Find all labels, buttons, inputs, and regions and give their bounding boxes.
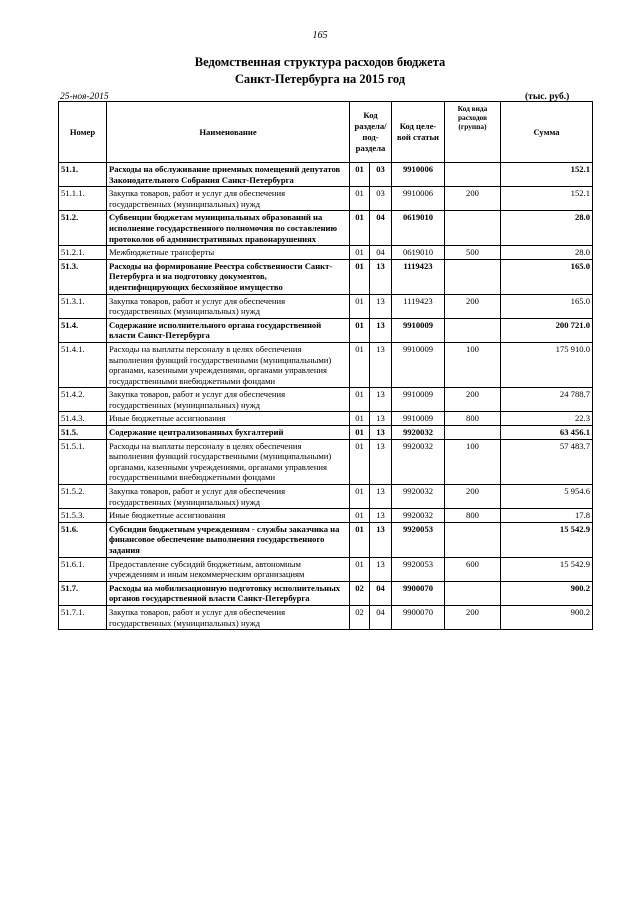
- row-expense-type: 200: [445, 388, 501, 412]
- row-section: 01: [350, 426, 370, 440]
- row-name: Расходы на формирование Реестра собственности Санкт-Петербурга и на подготовку документов, идентифицирующих бесхозяйное имущество: [107, 259, 350, 294]
- row-number: 51.4.1.: [59, 342, 107, 387]
- row-name: Содержание исполнительного органа государственной власти Санкт-Петербурга: [107, 318, 350, 342]
- row-name: Межбюджетные трансферты: [107, 246, 350, 260]
- row-section: 01: [350, 163, 370, 187]
- row-section: 01: [350, 211, 370, 246]
- row-subsection: 13: [370, 509, 392, 523]
- row-target-code: 9920032: [392, 439, 445, 484]
- row-name: Иные бюджетные ассигнования: [107, 509, 350, 523]
- row-name: Субвенции бюджетам муниципальных образований на исполнение государственного полномочия по составлению протоколов об административных правонарушениях: [107, 211, 350, 246]
- table-row: [59, 412, 593, 426]
- row-section: 01: [350, 259, 370, 294]
- row-number: 51.7.1.: [59, 605, 107, 629]
- row-target-code: 0619010: [392, 246, 445, 260]
- row-number: 51.5.: [59, 426, 107, 440]
- table-row: [59, 485, 593, 509]
- row-section: 01: [350, 388, 370, 412]
- table-row: [59, 439, 593, 484]
- title-line-1: Ведомственная структура расходов бюджета: [194, 55, 446, 69]
- row-number: 51.3.: [59, 259, 107, 294]
- table-row: [59, 318, 593, 342]
- row-expense-type: 800: [445, 412, 501, 426]
- row-subsection: 03: [370, 187, 392, 211]
- header-sum: Сумма: [501, 102, 593, 163]
- row-subsection: 13: [370, 388, 392, 412]
- row-name: Субсидии бюджетным учреждениям - службы заказчика на финансовое обеспечение выполнения государственного задания: [107, 522, 350, 557]
- row-number: 51.1.: [59, 163, 107, 187]
- row-target-code: 9920032: [392, 509, 445, 523]
- row-sum: 200 721.0: [501, 318, 593, 342]
- row-section: 01: [350, 557, 370, 581]
- row-section: 01: [350, 294, 370, 318]
- page-number: 165: [312, 30, 328, 41]
- row-sum: 17.8: [501, 509, 593, 523]
- row-target-code: 9920053: [392, 522, 445, 557]
- row-number: 51.2.1.: [59, 246, 107, 260]
- row-target-code: 9910006: [392, 187, 445, 211]
- row-target-code: 9910009: [392, 412, 445, 426]
- row-subsection: 13: [370, 294, 392, 318]
- row-sum: 152.1: [501, 187, 593, 211]
- table-body: [59, 163, 593, 630]
- document-date: 25-ноя-2015: [60, 92, 109, 102]
- row-name: Содержание централизованных бухгалтерий: [107, 426, 350, 440]
- row-target-code: 9910009: [392, 318, 445, 342]
- row-section: 02: [350, 605, 370, 629]
- row-subsection: 13: [370, 318, 392, 342]
- row-sum: 900.2: [501, 581, 593, 605]
- row-sum: 152.1: [501, 163, 593, 187]
- row-number: 51.5.2.: [59, 485, 107, 509]
- row-number: 51.6.: [59, 522, 107, 557]
- row-expense-type: 200: [445, 294, 501, 318]
- row-expense-type: [445, 581, 501, 605]
- row-sum: 24 788.7: [501, 388, 593, 412]
- row-expense-type: 600: [445, 557, 501, 581]
- table-row: [59, 605, 593, 629]
- row-sum: 5 954.6: [501, 485, 593, 509]
- row-sum: 15 542.9: [501, 522, 593, 557]
- row-expense-type: [445, 211, 501, 246]
- row-subsection: 13: [370, 259, 392, 294]
- row-expense-type: 500: [445, 246, 501, 260]
- table-row: [59, 509, 593, 523]
- row-expense-type: [445, 426, 501, 440]
- row-name: Закупка товаров, работ и услуг для обеспечения государственных (муниципальных) нужд: [107, 485, 350, 509]
- row-name: Закупка товаров, работ и услуг для обеспечения государственных (муниципальных) нужд: [107, 187, 350, 211]
- row-target-code: 0619010: [392, 211, 445, 246]
- header-target: Код целе-вой статьи: [392, 102, 445, 163]
- row-number: 51.5.1.: [59, 439, 107, 484]
- row-subsection: 03: [370, 163, 392, 187]
- row-expense-type: 800: [445, 509, 501, 523]
- table-row: [59, 388, 593, 412]
- row-number: 51.1.1.: [59, 187, 107, 211]
- row-sum: 900.2: [501, 605, 593, 629]
- header-section: Код раздела/ под-раздела: [350, 102, 392, 163]
- row-target-code: 1119423: [392, 294, 445, 318]
- row-section: 01: [350, 318, 370, 342]
- table-row: [59, 426, 593, 440]
- table-row: [59, 294, 593, 318]
- row-expense-type: 100: [445, 342, 501, 387]
- row-subsection: 13: [370, 412, 392, 426]
- row-expense-type: 200: [445, 485, 501, 509]
- table-row: [59, 522, 593, 557]
- row-name: Расходы на обслуживание приемных помещений депутатов Законодательного Собрания Санкт-Петербурга: [107, 163, 350, 187]
- row-subsection: 04: [370, 246, 392, 260]
- table-row: [59, 557, 593, 581]
- row-sum: 28.0: [501, 246, 593, 260]
- row-name: Закупка товаров, работ и услуг для обеспечения государственных (муниципальных) нужд: [107, 605, 350, 629]
- row-subsection: 04: [370, 211, 392, 246]
- row-name: Иные бюджетные ассигнования: [107, 412, 350, 426]
- table-row: [59, 342, 593, 387]
- row-expense-type: [445, 259, 501, 294]
- row-subsection: 04: [370, 605, 392, 629]
- row-number: 51.5.3.: [59, 509, 107, 523]
- row-section: 02: [350, 581, 370, 605]
- table-row: [59, 246, 593, 260]
- row-name: Закупка товаров, работ и услуг для обеспечения государственных (муниципальных) нужд: [107, 294, 350, 318]
- row-subsection: 13: [370, 426, 392, 440]
- header-name: Наименование: [107, 102, 350, 163]
- row-expense-type: [445, 522, 501, 557]
- row-subsection: 13: [370, 522, 392, 557]
- row-sum: 165.0: [501, 259, 593, 294]
- row-number: 51.4.3.: [59, 412, 107, 426]
- row-sum: 63 456.1: [501, 426, 593, 440]
- table-row: [59, 259, 593, 294]
- row-number: 51.4.2.: [59, 388, 107, 412]
- table-row: [59, 163, 593, 187]
- row-number: 51.6.1.: [59, 557, 107, 581]
- row-target-code: 9910009: [392, 342, 445, 387]
- header-number: Номер: [59, 102, 107, 163]
- row-name: Закупка товаров, работ и услуг для обеспечения государственных (муниципальных) нужд: [107, 388, 350, 412]
- row-section: 01: [350, 439, 370, 484]
- row-name: Расходы на выплаты персоналу в целях обеспечения выполнения функций государственными (муниципальными) органами, казенными учреждениями, органами управления государственными внебюджетными фондами: [107, 439, 350, 484]
- row-section: 01: [350, 246, 370, 260]
- units-label: (тыс. руб.): [525, 92, 570, 102]
- row-sum: 165.0: [501, 294, 593, 318]
- row-target-code: 9910006: [392, 163, 445, 187]
- row-expense-type: [445, 163, 501, 187]
- row-number: 51.2.: [59, 211, 107, 246]
- row-expense-type: [445, 318, 501, 342]
- row-sum: 22.3: [501, 412, 593, 426]
- row-target-code: 9910009: [392, 388, 445, 412]
- row-sum: 15 542.9: [501, 557, 593, 581]
- table-row: [59, 187, 593, 211]
- row-target-code: 1119423: [392, 259, 445, 294]
- row-section: 01: [350, 342, 370, 387]
- row-name: Расходы на выплаты персоналу в целях обеспечения выполнения функций государственными (муниципальными) органами, казенными учреждениями, органами управления государственными внебюджетными фондами: [107, 342, 350, 387]
- row-section: 01: [350, 412, 370, 426]
- row-target-code: 9920053: [392, 557, 445, 581]
- table-header-row: [59, 102, 593, 163]
- row-name: Предоставление субсидий бюджетным, автономным учреждениям и иным некоммерческим организациям: [107, 557, 350, 581]
- row-subsection: 13: [370, 557, 392, 581]
- row-expense-type: 200: [445, 187, 501, 211]
- row-expense-type: 200: [445, 605, 501, 629]
- row-subsection: 13: [370, 342, 392, 387]
- row-expense-type: 100: [445, 439, 501, 484]
- budget-table: [58, 101, 593, 630]
- row-sum: 28.0: [501, 211, 593, 246]
- row-sum: 57 483.7: [501, 439, 593, 484]
- row-sum: 175 910.0: [501, 342, 593, 387]
- row-section: 01: [350, 485, 370, 509]
- title-line-2: Санкт-Петербурга на 2015 год: [234, 72, 406, 86]
- header-expense-type: Код вида расходов (группа): [445, 102, 501, 163]
- row-section: 01: [350, 522, 370, 557]
- row-number: 51.4.: [59, 318, 107, 342]
- row-subsection: 04: [370, 581, 392, 605]
- page-title: [0, 54, 640, 88]
- row-section: 01: [350, 187, 370, 211]
- table-row: [59, 581, 593, 605]
- row-name: Расходы на мобилизационную подготовку исполнительных органов государственной власти Санкт-Петербурга: [107, 581, 350, 605]
- row-subsection: 13: [370, 439, 392, 484]
- table-row: [59, 211, 593, 246]
- row-subsection: 13: [370, 485, 392, 509]
- row-target-code: 9900070: [392, 581, 445, 605]
- row-target-code: 9920032: [392, 426, 445, 440]
- row-target-code: 9900070: [392, 605, 445, 629]
- row-number: 51.3.1.: [59, 294, 107, 318]
- row-section: 01: [350, 509, 370, 523]
- row-number: 51.7.: [59, 581, 107, 605]
- row-target-code: 9920032: [392, 485, 445, 509]
